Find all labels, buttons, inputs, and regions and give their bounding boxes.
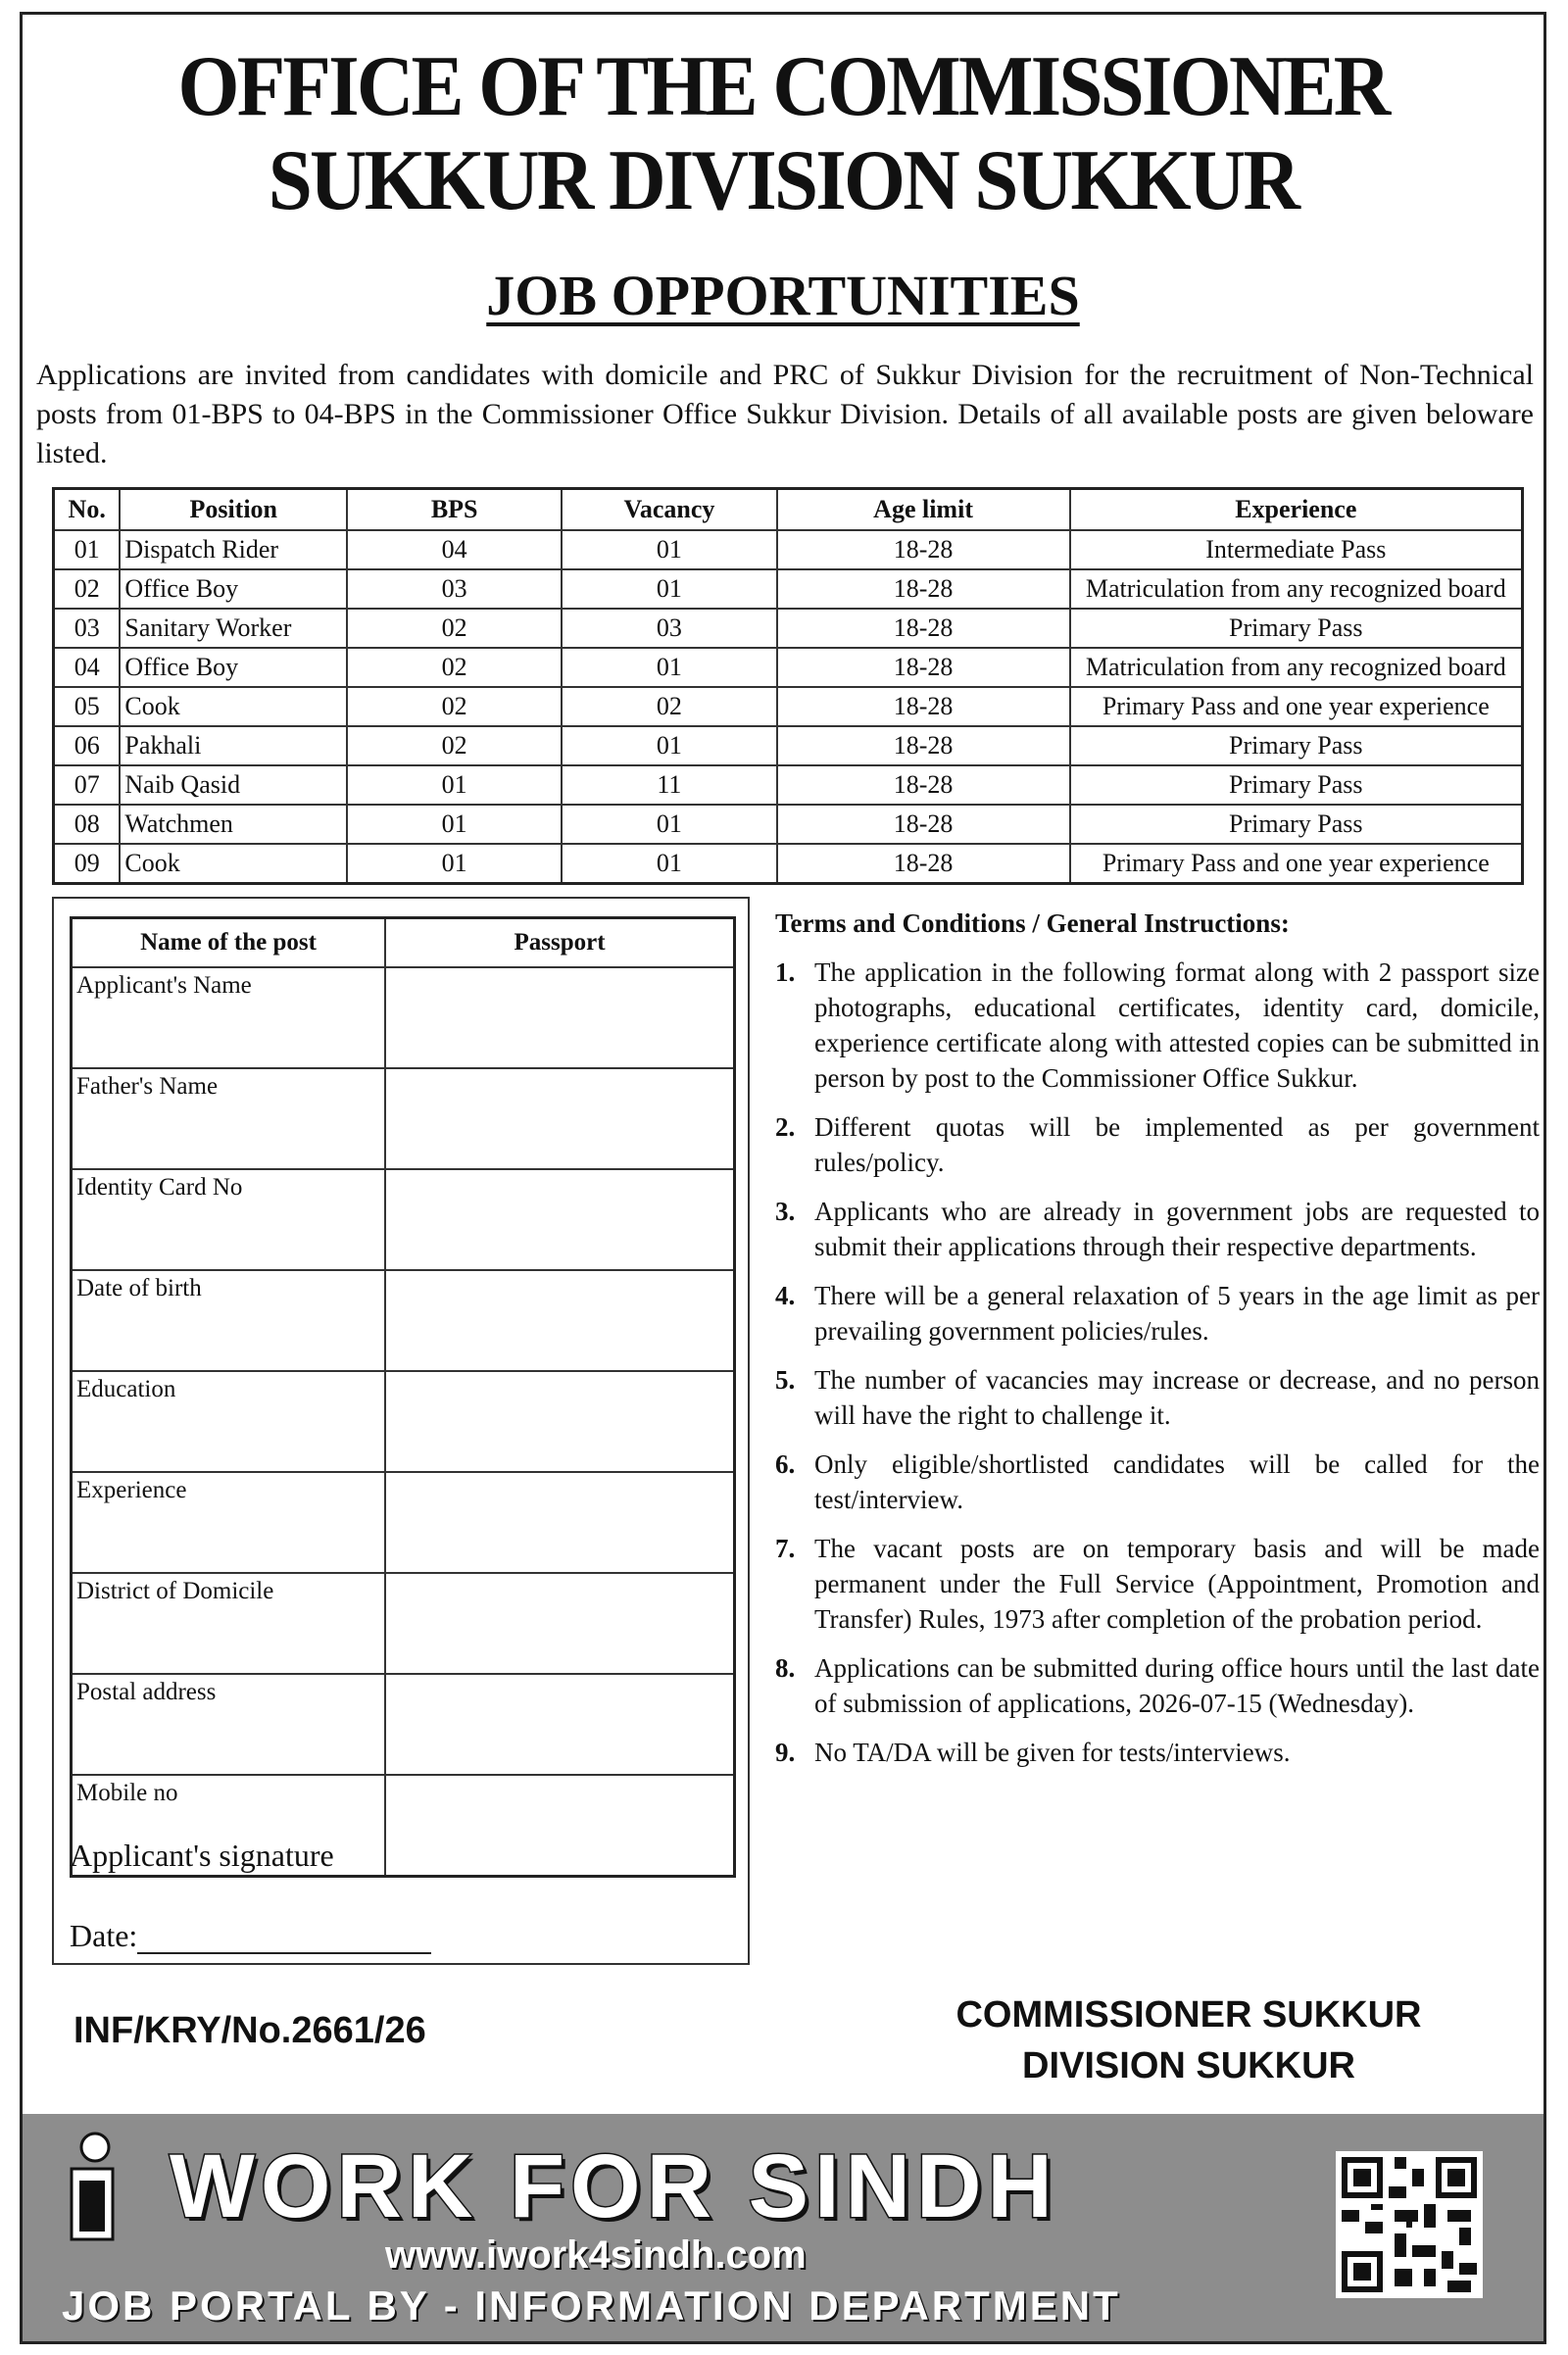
form-field-label: Education [72,1371,386,1472]
division-title: SUKKUR DIVISION SUKKUR [268,133,1298,228]
table-cell: Cook [120,687,347,726]
positions-col-header: No. [54,489,121,531]
term-text: Different quotas will be implemented as per government rules/policy. [814,1112,1540,1177]
term-item [775,1735,1540,1770]
term-number: 2. [775,1112,796,1142]
advertisement-page [20,12,1546,2344]
positions-table [52,487,1524,885]
table-cell: 03 [562,609,776,648]
table-cell: Primary Pass [1070,609,1523,648]
form-field-value[interactable] [385,1169,735,1270]
table-cell: 02 [347,609,562,648]
table-cell: 06 [54,726,121,765]
form-col-passport: Passport [385,918,735,968]
table-cell: 01 [562,844,776,884]
table-cell: Office Boy [120,648,347,687]
term-text: The vacant posts are on temporary basis and will be made permanent under the Full Service (Appointment, Promotion and Transfer) Rules, 1973 after completion of the probation period. [814,1534,1540,1634]
work-for-sindh-banner [23,2114,1544,2341]
table-cell: 08 [54,805,121,844]
qr-code-icon [1336,2151,1483,2298]
form-field-label: Experience [72,1472,386,1573]
term-text: The number of vacancies may increase or decrease, and no person will have the right to challenge it. [814,1365,1540,1430]
signatory [914,1989,1463,2091]
table-cell: 01 [347,765,562,805]
application-form-table [70,916,736,1878]
term-item [775,1194,1540,1264]
term-item [775,955,1540,1096]
table-row [54,687,1523,726]
positions-table-header [54,489,1523,531]
table-cell: Primary Pass and one year experience [1070,844,1523,884]
table-cell: Watchmen [120,805,347,844]
form-field-label: Postal address [72,1674,386,1775]
table-cell: Sanitary Worker [120,609,347,648]
term-text: Applications can be submitted during office hours until the last date of submission of applications, 2026-07-15 (Wednesday). [814,1653,1540,1718]
table-row [54,530,1523,569]
terms-section [775,908,1540,1784]
applicant-signature-label: Applicant's signature [70,1838,334,1873]
brand-name: WORK FOR SINDH [170,2136,1058,2236]
table-row [54,609,1523,648]
term-item [775,1531,1540,1637]
table-cell: Matriculation from any recognized board [1070,569,1523,609]
table-cell: 01 [347,844,562,884]
table-cell: 02 [347,648,562,687]
table-cell: 02 [347,687,562,726]
table-row [54,569,1523,609]
date-label: Date: [70,1918,138,1953]
table-cell: Primary Pass [1070,726,1523,765]
table-cell: Cook [120,844,347,884]
table-row [54,648,1523,687]
table-row [54,805,1523,844]
positions-col-header: Experience [1070,489,1523,531]
form-field-label: Father's Name [72,1068,386,1169]
signatory-line2: DIVISION SUKKUR [1022,2045,1355,2086]
table-cell: 01 [54,530,121,569]
table-cell: 18-28 [777,726,1070,765]
form-field-value[interactable] [385,1270,735,1371]
form-field-value[interactable] [385,1775,735,1877]
table-cell: 09 [54,844,121,884]
term-item [775,1362,1540,1433]
term-item [775,1650,1540,1721]
table-cell: 01 [562,805,776,844]
form-row [72,1068,735,1169]
table-cell: Intermediate Pass [1070,530,1523,569]
table-cell: 18-28 [777,569,1070,609]
term-item [775,1109,1540,1180]
form-row [72,1573,735,1674]
table-cell: Pakhali [120,726,347,765]
form-row [72,1674,735,1775]
table-cell: 18-28 [777,844,1070,884]
table-cell: 04 [54,648,121,687]
form-field-value[interactable] [385,1573,735,1674]
table-cell: 18-28 [777,805,1070,844]
table-cell: 02 [54,569,121,609]
portal-url: www.iwork4sindh.com [385,2233,807,2277]
signatory-line1: COMMISSIONER SUKKUR [956,1994,1422,2036]
form-field-label: District of Domicile [72,1573,386,1674]
form-field-value[interactable] [385,1674,735,1775]
table-cell: 01 [562,569,776,609]
date-field [70,1918,431,1954]
form-field-label: Identity Card No [72,1169,386,1270]
table-cell: 03 [347,569,562,609]
table-cell: 01 [347,805,562,844]
term-number: 5. [775,1365,796,1395]
table-cell: Matriculation from any recognized board [1070,648,1523,687]
term-number: 8. [775,1653,796,1683]
job-opportunities-heading: JOB OPPORTUNITIES [486,264,1080,327]
table-cell: Office Boy [120,569,347,609]
office-title: OFFICE OF THE COMMISSIONER [177,39,1389,134]
term-item [775,1278,1540,1349]
term-text: The application in the following format along with 2 passport size photographs, educational certificates, identity card, domicile, experience certificate along with attested copies can be submitted in person by post to the Commissioner Office Sukkur. [814,957,1540,1093]
table-cell: Primary Pass [1070,805,1523,844]
table-cell: 18-28 [777,687,1070,726]
table-cell: 02 [347,726,562,765]
table-cell: Primary Pass [1070,765,1523,805]
table-row [54,726,1523,765]
form-field-value[interactable] [385,967,735,1068]
table-cell: 02 [562,687,776,726]
table-cell: 18-28 [777,530,1070,569]
form-field-value[interactable] [385,1472,735,1573]
terms-heading: Terms and Conditions / General Instructions: [775,908,1290,938]
table-row [54,844,1523,884]
form-row [72,1270,735,1371]
table-cell: 05 [54,687,121,726]
table-cell: 18-28 [777,609,1070,648]
form-field-value[interactable] [385,1068,735,1169]
positions-col-header: Position [120,489,347,531]
table-cell: Dispatch Rider [120,530,347,569]
date-line [137,1925,431,1954]
form-col-post: Name of the post [72,918,386,968]
table-cell: 04 [347,530,562,569]
term-text: There will be a general relaxation of 5 years in the age limit as per prevailing government policies/rules. [814,1281,1540,1346]
form-row [72,1472,735,1573]
intro-paragraph: Applications are invited from candidates with domicile and PRC of Sukkur Division for the recruitment of Non-Technical posts from 01-BPS to 04-BPS in the Commissioner Office Sukkur Division. Details of all available posts are given beloware listed. [36,359,1534,469]
term-number: 3. [775,1197,796,1226]
table-cell: 18-28 [777,648,1070,687]
term-item [775,1447,1540,1517]
table-cell: 18-28 [777,765,1070,805]
term-text: Only eligible/shortlisted candidates will be called for the test/interview. [814,1449,1540,1514]
form-field-label: Mobile no [72,1775,386,1877]
table-cell: 01 [562,648,776,687]
term-number: 1. [775,957,796,987]
term-number: 4. [775,1281,796,1310]
positions-col-header: Age limit [777,489,1070,531]
form-field-label: Applicant's Name [72,967,386,1068]
positions-col-header: Vacancy [562,489,776,531]
terms-list [775,955,1540,1770]
positions-col-header: BPS [347,489,562,531]
form-field-label: Date of birth [72,1270,386,1371]
term-text: Applicants who are already in government jobs are requested to submit their applications through their respective departments. [814,1197,1540,1261]
term-text: No TA/DA will be given for tests/interviews. [814,1738,1291,1767]
i-logo-icon [58,2130,122,2247]
term-number: 7. [775,1534,796,1563]
form-row [72,1169,735,1270]
term-number: 9. [775,1738,796,1767]
term-number: 6. [775,1449,796,1479]
form-row [72,1371,735,1472]
table-cell: Primary Pass and one year experience [1070,687,1523,726]
table-cell: 01 [562,530,776,569]
table-cell: 11 [562,765,776,805]
reference-number: INF/KRY/No.2661/26 [74,2010,426,2051]
portal-caption: JOB PORTAL BY - INFORMATION DEPARTMENT [62,2282,1121,2329]
table-cell: Naib Qasid [120,765,347,805]
table-cell: 07 [54,765,121,805]
table-cell: 01 [562,726,776,765]
table-cell: 03 [54,609,121,648]
application-form [52,897,750,1965]
table-row [54,765,1523,805]
form-row [72,967,735,1068]
form-field-value[interactable] [385,1371,735,1472]
